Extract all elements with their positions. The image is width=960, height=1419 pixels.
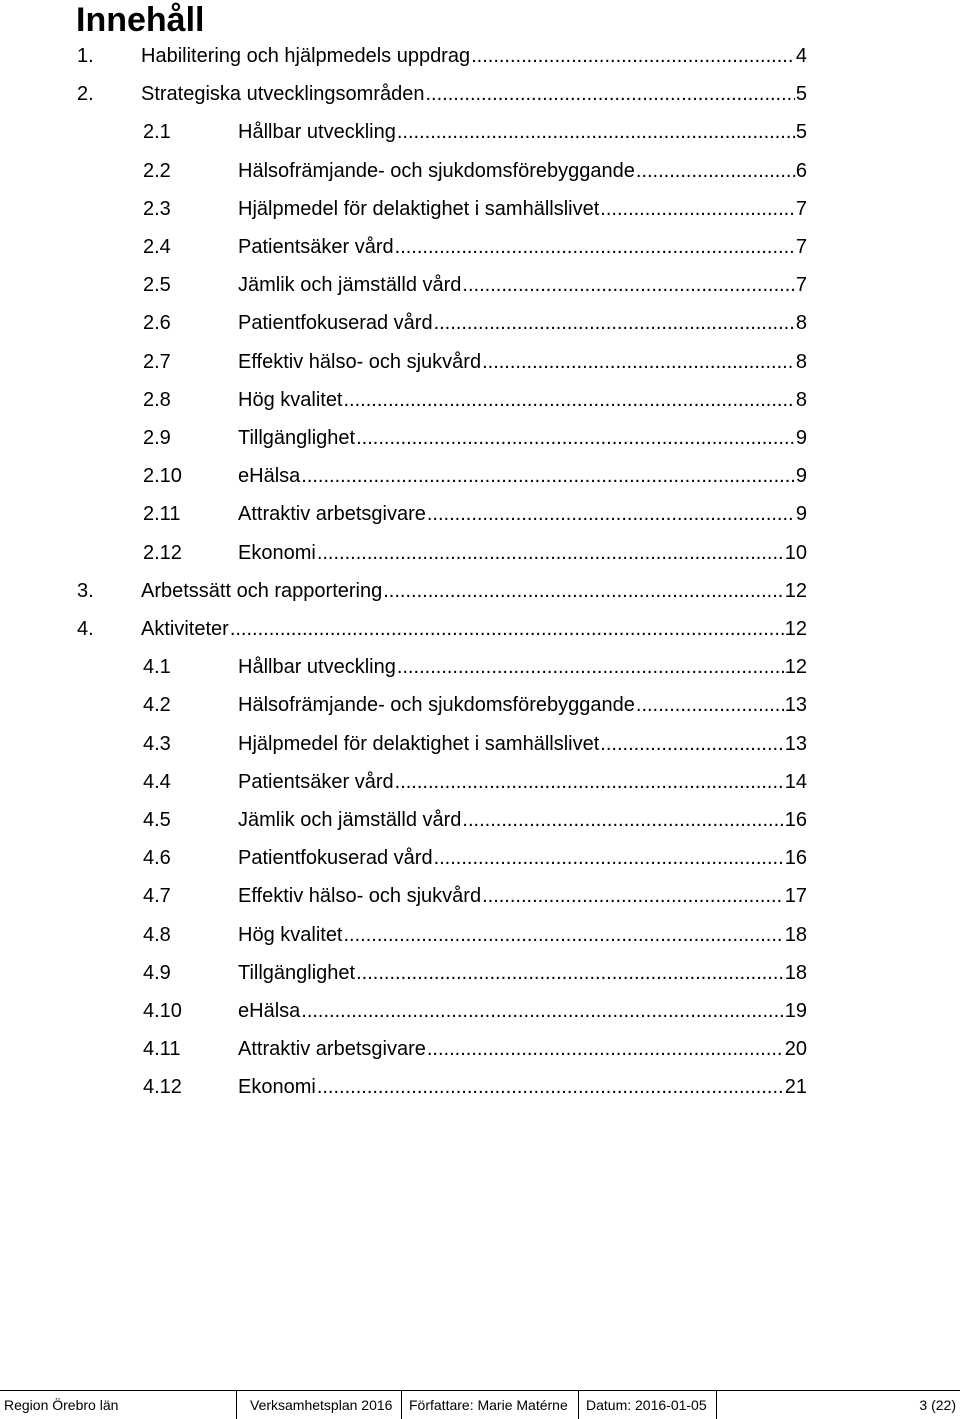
- toc-entry-title: Strategiska utvecklingsområden: [141, 83, 425, 106]
- page-footer: [0, 1390, 960, 1418]
- toc-entry-title: Patientfokuserad vård: [238, 847, 433, 870]
- toc-entry-page: 21: [784, 1076, 807, 1099]
- toc-entry-title: Hög kvalitet: [238, 923, 343, 946]
- toc-entry[interactable]: [0, 81, 960, 107]
- toc-entry-number: 2.8: [143, 388, 171, 411]
- toc-entry-number: 2.6: [143, 312, 171, 335]
- toc-entry[interactable]: [0, 387, 960, 413]
- footer-divider: [578, 1391, 579, 1419]
- toc-entry-title: Hjälpmedel för delaktighet i samhällslivet: [238, 197, 600, 220]
- toc-entry-page: 16: [784, 809, 807, 831]
- toc-entry[interactable]: [0, 845, 960, 871]
- toc-entry-title: Ekonomi: [238, 541, 316, 564]
- toc-entry-title: eHälsa: [238, 465, 301, 488]
- toc-dot-leader: [397, 654, 784, 680]
- toc-entry-page: 7: [795, 197, 807, 220]
- toc-dot-leader: [425, 81, 794, 107]
- toc-entry[interactable]: [0, 807, 960, 833]
- toc-entry-title: Patientsäker vård: [238, 770, 394, 793]
- toc-entry-title: Jämlik och jämställd vård: [238, 274, 462, 297]
- toc-entry-number: 2.1: [143, 121, 171, 144]
- toc-entry-number: 4.6: [143, 847, 171, 870]
- page-title: Innehåll: [76, 1, 205, 39]
- toc-dot-leader: [636, 158, 795, 184]
- toc-dot-leader: [600, 196, 795, 222]
- toc-entry-title: Patientfokuserad vård: [238, 312, 433, 335]
- toc-entry[interactable]: [0, 998, 960, 1024]
- toc-entry-number: 4.7: [143, 885, 171, 908]
- toc-entry-number: 2.5: [143, 274, 171, 297]
- toc-entry[interactable]: [0, 1074, 960, 1100]
- toc-entry-page: 13: [784, 694, 807, 717]
- table-of-contents: [0, 43, 960, 1123]
- toc-entry-title: Tillgänglighet: [238, 961, 356, 984]
- toc-entry[interactable]: [0, 234, 960, 260]
- toc-entry-page: 8: [795, 388, 807, 411]
- toc-entry[interactable]: [0, 425, 960, 451]
- toc-entry-page: 20: [784, 1038, 807, 1061]
- toc-entry-page: 12: [784, 579, 807, 602]
- toc-entry-number: 4.: [77, 618, 94, 640]
- toc-dot-leader: [317, 1074, 784, 1100]
- toc-entry[interactable]: [0, 272, 960, 298]
- toc-entry[interactable]: [0, 769, 960, 795]
- footer-date: Datum: 2016-01-05: [586, 1397, 707, 1413]
- toc-dot-leader: [636, 692, 784, 718]
- footer-author: Författare: Marie Matérne: [409, 1397, 568, 1413]
- toc-entry-page: 9: [795, 465, 807, 488]
- toc-entry[interactable]: [0, 349, 960, 375]
- toc-dot-leader: [301, 998, 783, 1024]
- toc-dot-leader: [344, 387, 795, 413]
- toc-entry-page: 7: [795, 274, 807, 297]
- toc-entry-page: 9: [795, 427, 807, 449]
- toc-entry[interactable]: [0, 960, 960, 986]
- toc-entry-page: 9: [795, 503, 807, 526]
- toc-entry-title: Hållbar utveckling: [238, 121, 396, 144]
- toc-entry-number: 4.8: [143, 923, 171, 946]
- toc-entry-number: 4.1: [143, 656, 171, 679]
- toc-dot-leader: [344, 922, 784, 948]
- toc-entry[interactable]: [0, 196, 960, 222]
- toc-entry-page: 17: [784, 885, 807, 908]
- toc-entry-title: Patientsäker vård: [238, 236, 394, 258]
- toc-entry-title: Arbetssätt och rapportering: [141, 579, 383, 602]
- toc-entry-title: Effektiv hälso- och sjukvård: [238, 350, 482, 373]
- footer-divider: [716, 1391, 717, 1419]
- toc-entry-title: eHälsa: [238, 1000, 301, 1022]
- toc-dot-leader: [356, 425, 795, 451]
- toc-entry-number: 4.9: [143, 961, 171, 984]
- toc-entry-page: 8: [795, 312, 807, 335]
- toc-entry-page: 18: [784, 923, 807, 946]
- toc-entry-page: 8: [795, 350, 807, 373]
- toc-entry-page: 19: [784, 1000, 807, 1022]
- toc-dot-leader: [434, 310, 795, 336]
- footer-organization: Region Örebro län: [4, 1397, 119, 1413]
- toc-entry-title: Hållbar utveckling: [238, 656, 396, 679]
- toc-entry-page: 10: [784, 541, 807, 564]
- toc-entry[interactable]: [0, 616, 960, 642]
- toc-entry-number: 1.: [77, 45, 94, 67]
- toc-entry-number: 2.7: [143, 350, 171, 373]
- toc-entry[interactable]: [0, 158, 960, 184]
- toc-entry[interactable]: [0, 119, 960, 145]
- toc-entry-page: 5: [795, 83, 807, 106]
- toc-dot-leader: [462, 807, 783, 833]
- toc-entry-title: Hjälpmedel för delaktighet i samhällslivet: [238, 732, 600, 755]
- toc-dot-leader: [434, 845, 784, 871]
- toc-entry-page: 7: [795, 236, 807, 258]
- toc-dot-leader: [317, 540, 784, 566]
- footer-divider: [236, 1391, 237, 1419]
- toc-entry[interactable]: [0, 922, 960, 948]
- toc-entry-page: 16: [784, 847, 807, 870]
- toc-entry[interactable]: [0, 883, 960, 909]
- toc-entry-page: 6: [795, 159, 807, 182]
- toc-entry-number: 2.11: [143, 503, 181, 526]
- toc-entry-title: Habilitering och hjälpmedels uppdrag: [141, 45, 471, 67]
- toc-dot-leader: [600, 731, 783, 757]
- toc-entry[interactable]: [0, 463, 960, 489]
- toc-entry-title: Aktiviteter: [141, 618, 229, 640]
- toc-entry-number: 4.2: [143, 694, 171, 717]
- toc-entry-number: 4.12: [143, 1076, 182, 1099]
- toc-entry-number: 2.2: [143, 159, 171, 182]
- toc-entry-number: 2.10: [143, 465, 182, 488]
- toc-entry-page: 13: [784, 732, 807, 755]
- toc-entry[interactable]: [0, 310, 960, 336]
- toc-entry-page: 14: [784, 770, 807, 793]
- footer-divider: [401, 1391, 402, 1419]
- toc-entry-number: 3.: [77, 579, 94, 602]
- toc-dot-leader: [301, 463, 795, 489]
- toc-entry-title: Attraktiv arbetsgivare: [238, 503, 426, 526]
- toc-entry-title: Tillgänglighet: [238, 427, 356, 449]
- toc-entry[interactable]: [0, 540, 960, 566]
- toc-entry-page: 18: [784, 961, 807, 984]
- toc-entry-title: Hög kvalitet: [238, 388, 343, 411]
- toc-dot-leader: [395, 234, 795, 260]
- toc-dot-leader: [471, 43, 795, 69]
- toc-entry-number: 4.4: [143, 770, 171, 793]
- toc-dot-leader: [462, 272, 794, 298]
- toc-entry-page: 12: [784, 656, 807, 679]
- toc-entry[interactable]: [0, 43, 960, 69]
- toc-dot-leader: [230, 616, 784, 642]
- toc-entry-title: Attraktiv arbetsgivare: [238, 1038, 426, 1061]
- toc-entry[interactable]: [0, 692, 960, 718]
- toc-entry-title: Ekonomi: [238, 1076, 316, 1099]
- toc-dot-leader: [356, 960, 784, 986]
- toc-entry-number: 4.5: [143, 809, 171, 831]
- toc-dot-leader: [427, 1036, 784, 1062]
- toc-dot-leader: [395, 769, 784, 795]
- toc-entry[interactable]: [0, 731, 960, 757]
- toc-entry-number: 2.3: [143, 197, 171, 220]
- toc-entry-number: 2.4: [143, 236, 171, 258]
- toc-entry[interactable]: [0, 1036, 960, 1062]
- toc-dot-leader: [383, 578, 784, 604]
- toc-entry-number: 4.10: [143, 1000, 182, 1022]
- footer-document: Verksamhetsplan 2016: [250, 1397, 393, 1413]
- toc-entry-number: 2.: [77, 83, 94, 106]
- toc-dot-leader: [482, 349, 795, 375]
- toc-entry-title: Jämlik och jämställd vård: [238, 809, 462, 831]
- toc-dot-leader: [397, 119, 795, 145]
- toc-dot-leader: [427, 501, 795, 527]
- toc-entry-page: 12: [784, 618, 807, 640]
- toc-entry-title: Hälsofrämjande- och sjukdomsförebyggande: [238, 694, 635, 717]
- toc-entry[interactable]: [0, 578, 960, 604]
- footer-page-number: 3 (22): [919, 1397, 956, 1413]
- toc-entry[interactable]: [0, 501, 960, 527]
- toc-entry-number: 2.9: [143, 427, 171, 449]
- toc-entry-page: 4: [795, 45, 807, 67]
- toc-entry[interactable]: [0, 654, 960, 680]
- toc-entry-title: Effektiv hälso- och sjukvård: [238, 885, 482, 908]
- toc-entry-title: Hälsofrämjande- och sjukdomsförebyggande: [238, 159, 635, 182]
- toc-entry-number: 2.12: [143, 541, 182, 564]
- toc-entry-number: 4.3: [143, 732, 171, 755]
- toc-entry-number: 4.11: [143, 1038, 181, 1061]
- toc-entry-page: 5: [795, 121, 807, 144]
- toc-dot-leader: [482, 883, 784, 909]
